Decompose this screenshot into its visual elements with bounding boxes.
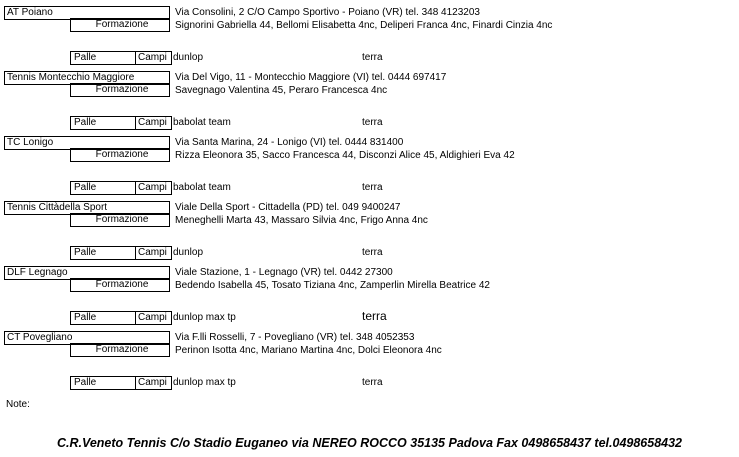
club-balls: dunlop bbox=[173, 247, 204, 258]
club-surface: terra bbox=[362, 182, 383, 193]
club-name: CT Povegliano bbox=[4, 331, 170, 345]
note-label: Note: bbox=[6, 399, 30, 410]
campi-label: Campi bbox=[136, 51, 172, 65]
club-address: Via Del Vigo, 11 - Montecchio Maggiore (VI) tel. 0444 697417 bbox=[175, 72, 447, 83]
club-address: Via Consolini, 2 C/O Campo Sportivo - Poiano (VR) tel. 348 4123203 bbox=[175, 7, 480, 18]
footer-contact: C.R.Veneto Tennis C/o Stadio Euganeo via NEREO ROCCO 35135 Padova Fax 0498658437 tel.0498658432 bbox=[56, 436, 683, 450]
campi-label: Campi bbox=[136, 181, 172, 195]
club-name: Tennis Cittàdella Sport bbox=[4, 201, 170, 215]
club-name: TC Lonigo bbox=[4, 136, 170, 150]
palle-label: Palle bbox=[70, 116, 136, 130]
formazione-label: Formazione bbox=[70, 343, 170, 357]
club-name: AT Poiano bbox=[4, 6, 170, 20]
formazione-label: Formazione bbox=[70, 278, 170, 292]
club-roster: Bedendo Isabella 45, Tosato Tiziana 4nc, Zamperlin Mirella Beatrice 42 bbox=[175, 280, 490, 291]
campi-label: Campi bbox=[136, 311, 172, 325]
campi-label: Campi bbox=[136, 246, 172, 260]
club-balls: dunlop bbox=[173, 52, 204, 63]
formazione-label: Formazione bbox=[70, 148, 170, 162]
club-surface: terra bbox=[362, 52, 383, 63]
club-balls: babolat team bbox=[173, 117, 231, 128]
club-roster: Savegnago Valentina 45, Peraro Francesca 4nc bbox=[175, 85, 388, 96]
club-surface: terra bbox=[362, 377, 383, 388]
formazione-label: Formazione bbox=[70, 18, 170, 32]
club-balls: dunlop max tp bbox=[173, 312, 236, 323]
club-name: Tennis Montecchio Maggiore bbox=[4, 71, 170, 85]
club-balls: babolat team bbox=[173, 182, 231, 193]
campi-label: Campi bbox=[136, 116, 172, 130]
club-block bbox=[4, 331, 734, 425]
formazione-label: Formazione bbox=[70, 213, 170, 227]
club-roster: Signorini Gabriella 44, Bellomi Elisabetta 4nc, Deliperi Franca 4nc, Finardi Cinzia 4nc bbox=[175, 20, 553, 31]
club-address: Viale Stazione, 1 - Legnago (VR) tel. 0442 27300 bbox=[175, 267, 393, 278]
club-roster: Perinon Isotta 4nc, Mariano Martina 4nc, Dolci Eleonora 4nc bbox=[175, 345, 442, 356]
palle-label: Palle bbox=[70, 246, 136, 260]
palle-label: Palle bbox=[70, 376, 136, 390]
palle-label: Palle bbox=[70, 51, 136, 65]
club-surface: terra bbox=[362, 309, 387, 323]
palle-label: Palle bbox=[70, 181, 136, 195]
formazione-label: Formazione bbox=[70, 83, 170, 97]
palle-label: Palle bbox=[70, 311, 136, 325]
club-balls: dunlop max tp bbox=[173, 377, 236, 388]
club-roster: Rizza Eleonora 35, Sacco Francesca 44, Disconzi Alice 45, Aldighieri Eva 42 bbox=[175, 150, 515, 161]
campi-label: Campi bbox=[136, 376, 172, 390]
club-name: DLF Legnago bbox=[4, 266, 170, 280]
club-surface: terra bbox=[362, 247, 383, 258]
club-address: Via Santa Marina, 24 - Lonigo (VI) tel. 0444 831400 bbox=[175, 137, 404, 148]
club-address: Viale Della Sport - Cittadella (PD) tel. 049 9400247 bbox=[175, 202, 401, 213]
club-address: Via F.lli Rosselli, 7 - Povegliano (VR) tel. 348 4052353 bbox=[175, 332, 415, 343]
club-roster: Meneghelli Marta 43, Massaro Silvia 4nc, Frigo Anna 4nc bbox=[175, 215, 428, 226]
club-surface: terra bbox=[362, 117, 383, 128]
